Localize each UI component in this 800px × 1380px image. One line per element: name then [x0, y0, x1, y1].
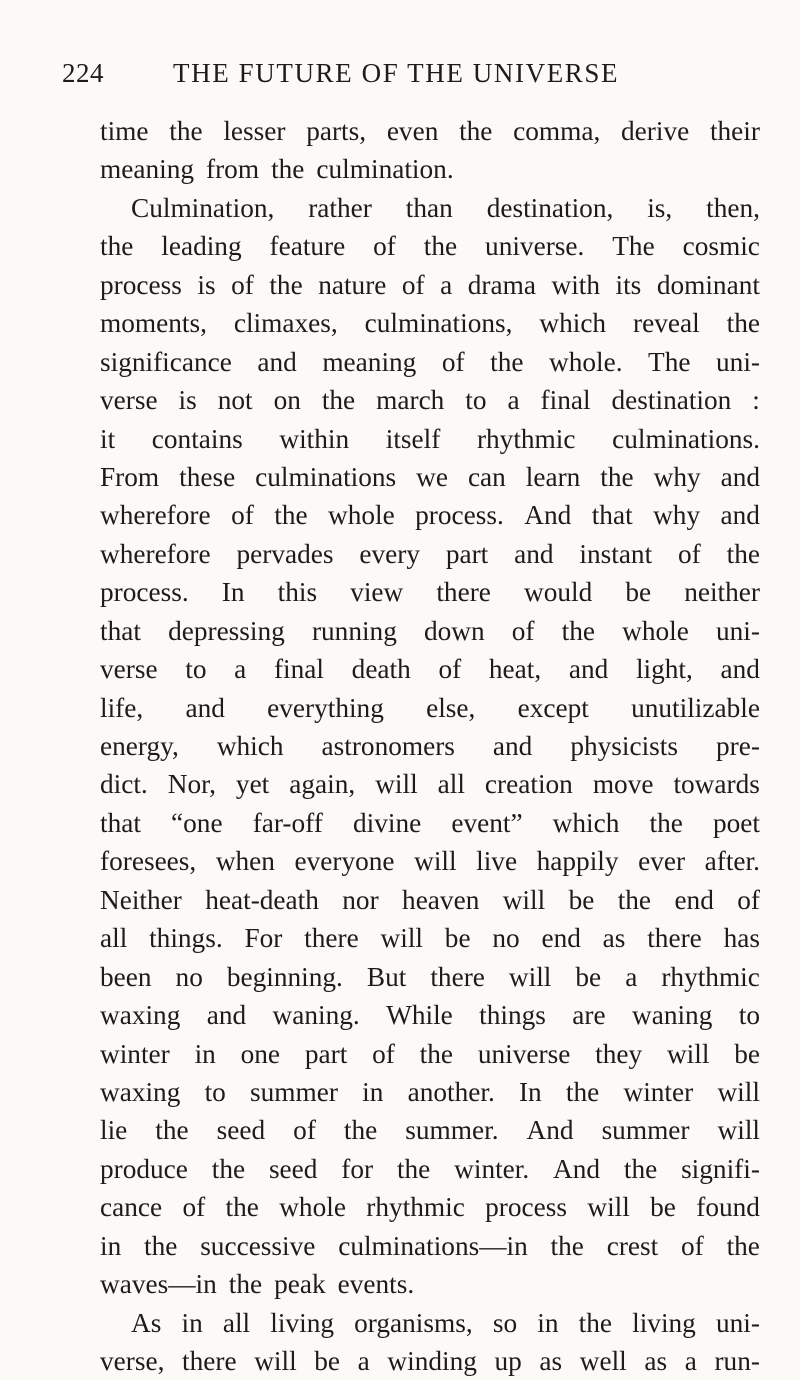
text-line: wherefore pervades every part and instant of the — [100, 538, 760, 569]
text-line: it contains within itself rhythmic culminations. — [100, 423, 760, 454]
text-line: all things. For there will be no end as there has — [100, 923, 760, 954]
text-line: foresees, when everyone will live happily ever after. — [100, 846, 760, 877]
text-line: life, and everything else, except unutilizable — [100, 692, 760, 723]
text-line: significance and meaning of the whole. The uni- — [100, 346, 760, 377]
running-title: THE FUTURE OF THE UNIVERSE — [173, 58, 620, 88]
text-line: that “one far-off divine event” which the poet — [100, 807, 760, 838]
text-line: time the lesser parts, even the comma, derive their — [100, 116, 760, 146]
text-line: meaning from the culmination. — [100, 154, 454, 185]
text-line: Culmination, rather than destination, is, then, — [131, 192, 760, 223]
text-line: verse is not on the march to a final destination : — [100, 385, 760, 416]
text-line: process. In this view there would be neither — [100, 577, 760, 608]
text-line: cance of the whole rhythmic process will be found — [100, 1192, 760, 1223]
text-line: As in all living organisms, so in the living uni- — [131, 1307, 760, 1338]
text-line: verse, there will be a winding up as well as a run- — [100, 1346, 760, 1376]
text-line: been no beginning. But there will be a rhythmic — [100, 961, 760, 992]
text-line: that depressing running down of the whole uni- — [100, 615, 760, 646]
text-line: wherefore of the whole process. And that why and — [100, 500, 760, 531]
text-line: dict. Nor, yet again, will all creation move towards — [100, 769, 760, 800]
text-line: moments, climaxes, culminations, which reveal the — [100, 308, 760, 339]
text-line: lie the seed of the summer. And summer will — [100, 1115, 760, 1146]
text-line: process is of the nature of a drama with its dominant — [100, 269, 760, 300]
page-number: 224 — [62, 58, 104, 88]
text-line: the leading feature of the universe. The cosmic — [100, 231, 760, 262]
text-line: waves—in the peak events. — [100, 1269, 415, 1300]
text-line: produce the seed for the winter. And the signifi- — [100, 1153, 760, 1184]
running-head — [62, 58, 738, 98]
body-text — [100, 112, 760, 1380]
text-line: energy, which astronomers and physicists pre- — [100, 731, 760, 761]
text-line: Neither heat-death nor heaven will be the end of — [100, 884, 760, 915]
text-line: winter in one part of the universe they will be — [100, 1038, 760, 1069]
text-line: in the successive culminations—in the crest of the — [100, 1230, 760, 1261]
text-line: verse to a final death of heat, and light, and — [100, 654, 760, 685]
text-line: From these culminations we can learn the why and — [100, 461, 760, 492]
text-line: waxing and waning. While things are waning to — [100, 1000, 760, 1031]
text-line: waxing to summer in another. In the winter will — [100, 1076, 760, 1107]
